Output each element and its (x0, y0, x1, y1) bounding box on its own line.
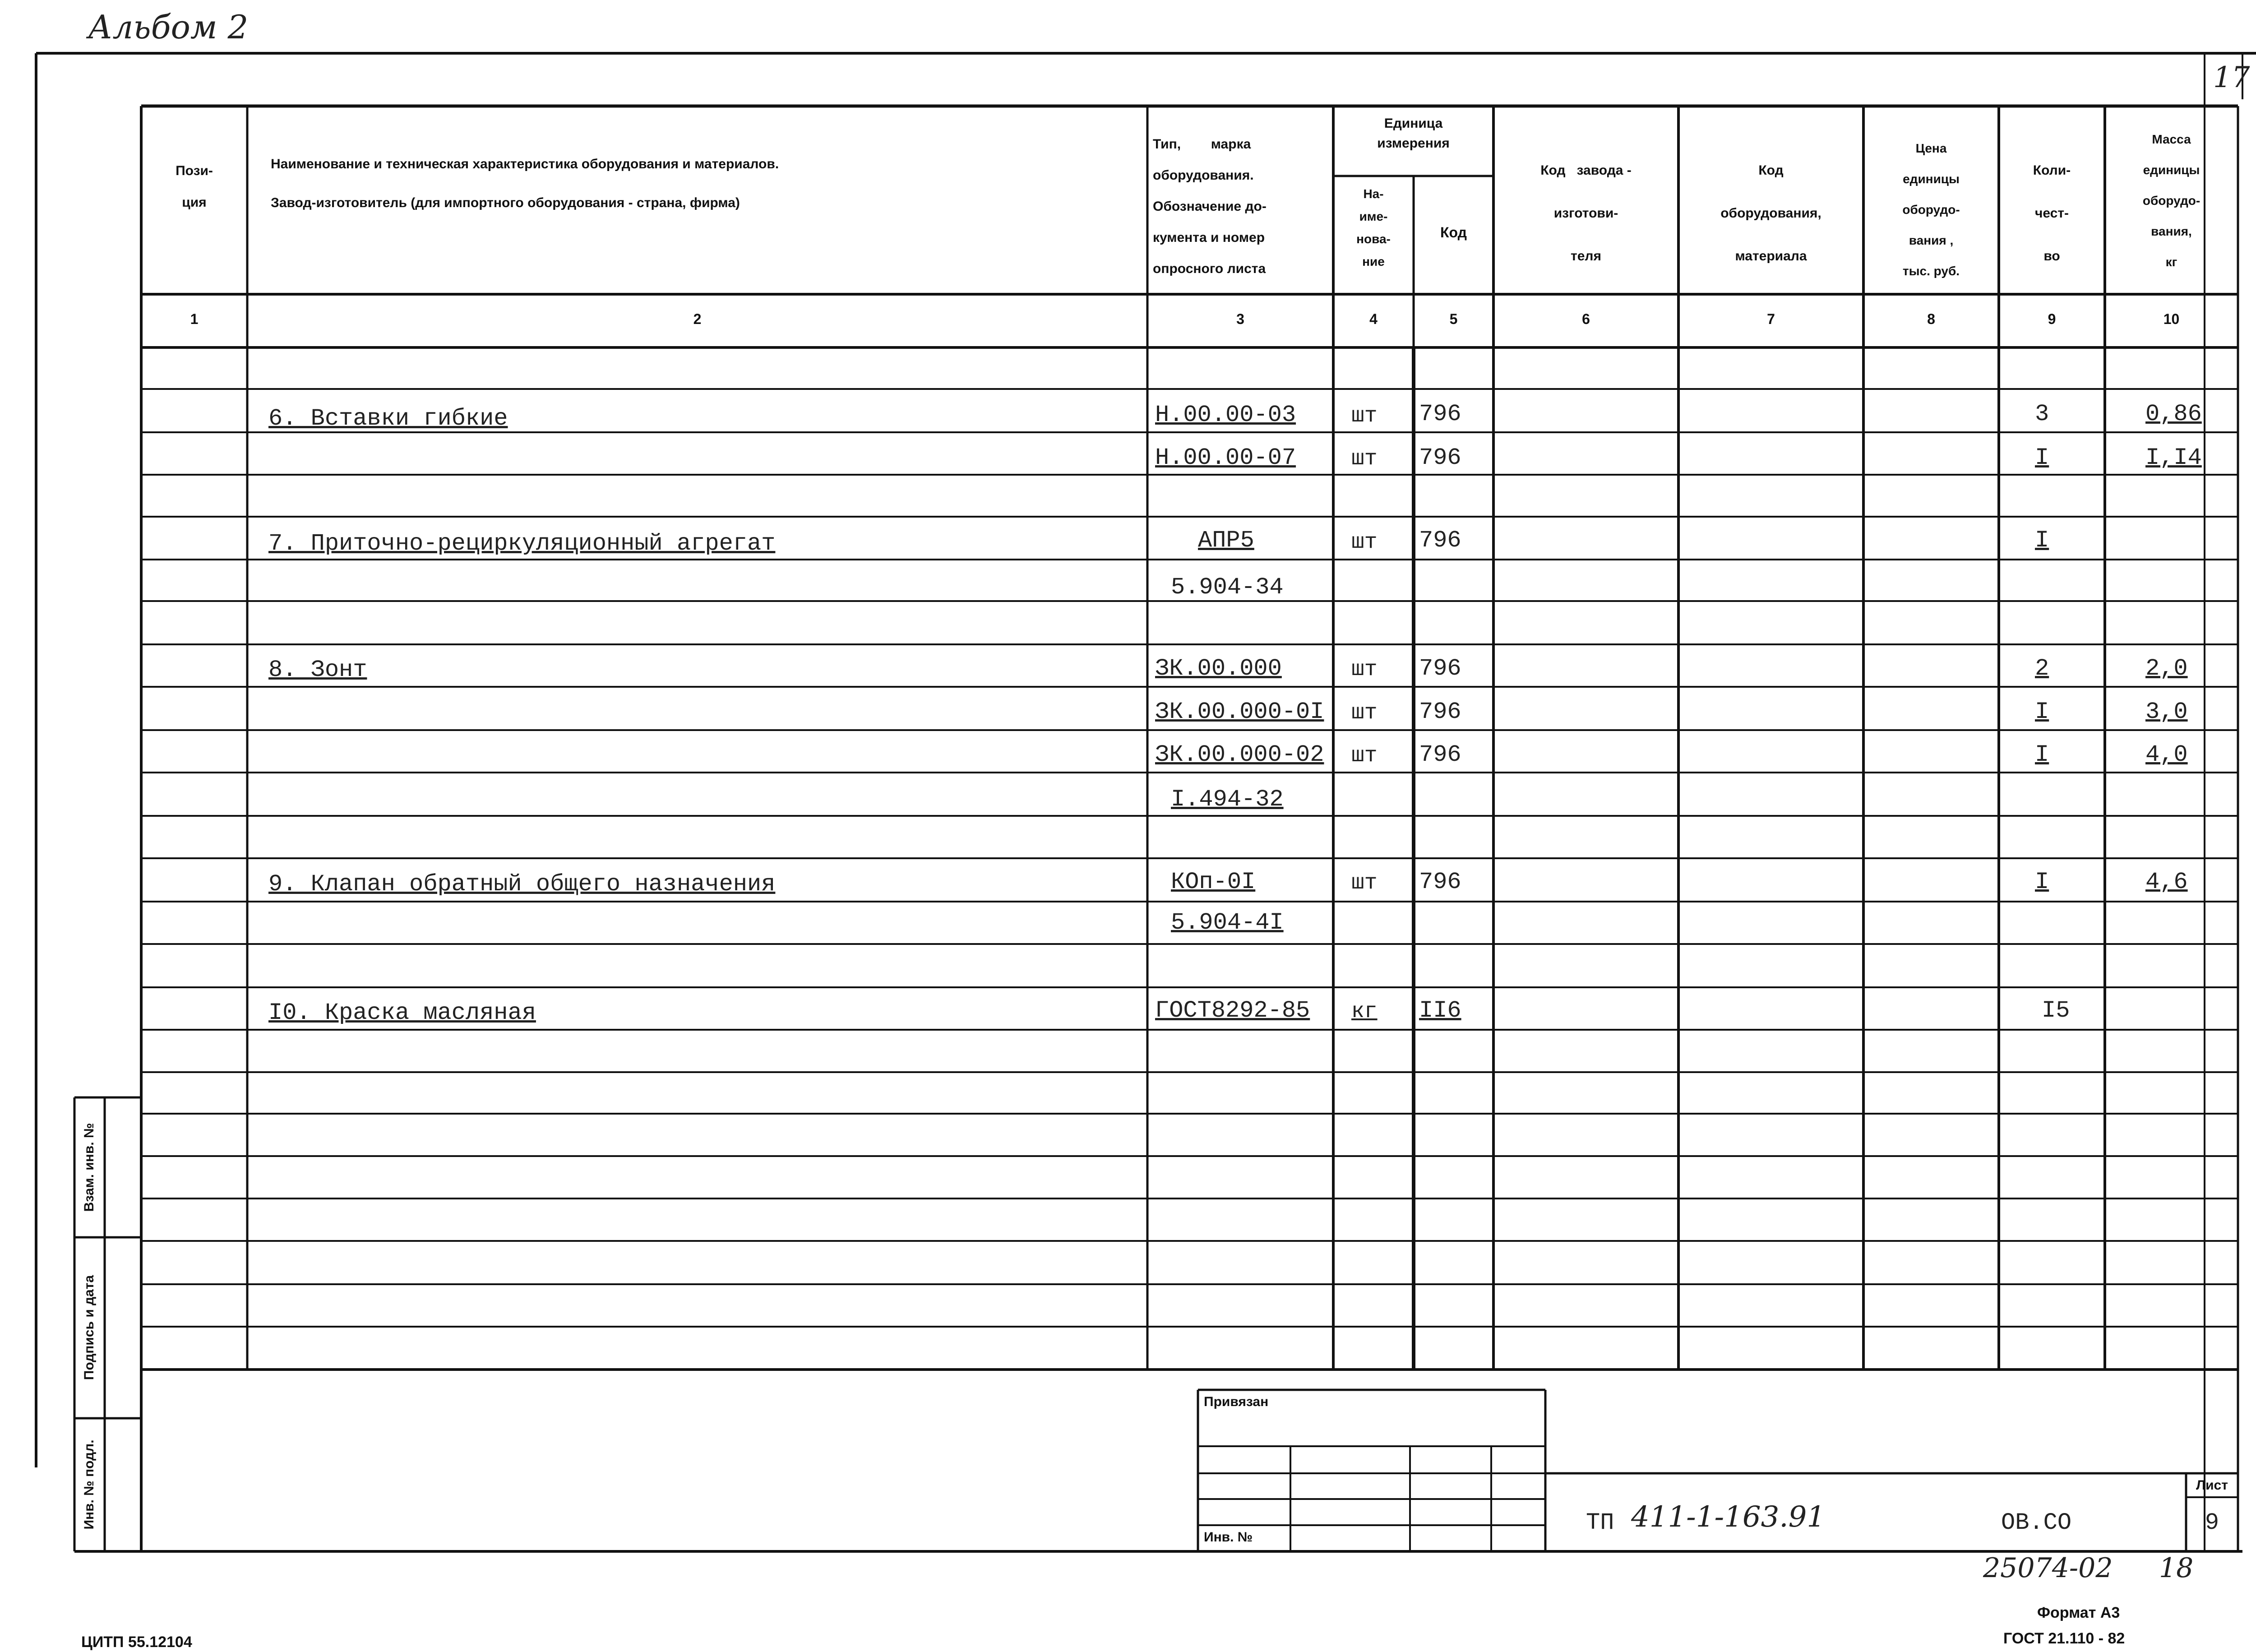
col-number: 8 (1927, 311, 1935, 327)
row-qty: 3 (2035, 401, 2049, 427)
col-number: 5 (1449, 311, 1458, 327)
bottom-hand-page: 18 (2159, 1552, 2194, 1584)
header-line: Тип, марка (1153, 137, 1251, 152)
header-line: Коли- (2033, 163, 2071, 178)
header-line: Завод-изготовитель (для импортного оборудования - страна, фирма) (271, 195, 740, 210)
row-mass: 4,0 (2145, 741, 2188, 768)
header-price (1863, 133, 1999, 287)
col-number: 9 (2048, 311, 2056, 327)
header-line: ция (182, 195, 207, 210)
bottom-gost: ГОСТ 21.110 - 82 (2003, 1630, 2125, 1647)
row-qty: I (2035, 444, 2049, 471)
stamp-privyazan: Привязан (1204, 1394, 1269, 1409)
bottom-hand-number: 25074-02 (1983, 1552, 2113, 1584)
page-number-handwritten: 17 (2213, 61, 2250, 94)
header-line: Наименование и техническая характеристика оборудования и материалов. (271, 157, 779, 171)
bottom-format: Формат А3 (2037, 1604, 2120, 1621)
header-line: име- (1359, 209, 1388, 223)
row-type: 5.904-34 (1171, 574, 1284, 601)
header-line: нова- (1356, 232, 1391, 246)
row-code: II6 (1419, 997, 1461, 1024)
row-type: ЗК.00.000 (1155, 655, 1282, 682)
header-line: Код завода - (1540, 163, 1632, 178)
col-number: 1 (190, 311, 199, 327)
row-unit: шт (1351, 447, 1378, 471)
header-line: Единица (1384, 116, 1443, 131)
row-name: 8. Зонт (268, 657, 367, 683)
header-factory-code (1493, 149, 1678, 278)
col-number: 10 (2163, 311, 2180, 327)
row-unit: кг (1351, 1000, 1378, 1024)
row-qty: I (2035, 741, 2049, 768)
header-line: Код (1440, 224, 1467, 241)
header-unit-group (1333, 114, 1493, 153)
header-name (271, 153, 1128, 214)
header-line: оборудования, (1720, 206, 1821, 221)
row-type: КОп-0I (1171, 869, 1256, 895)
row-qty: I (2035, 699, 2049, 725)
row-unit: шт (1351, 404, 1378, 428)
header-line: ние (1362, 255, 1385, 268)
row-code: 796 (1419, 869, 1461, 895)
header-unit-name (1333, 183, 1414, 273)
col-number: 3 (1236, 311, 1244, 327)
row-code: 796 (1419, 527, 1461, 554)
header-position (143, 160, 245, 213)
header-unit-code (1414, 221, 1493, 244)
row-code: 796 (1419, 444, 1461, 471)
header-line: Пози- (176, 163, 213, 178)
header-line: во (2043, 249, 2060, 264)
row-qty: I5 (2042, 997, 2070, 1024)
side-stamp-podpis: Подпись и дата (82, 1275, 97, 1380)
col-number: 7 (1767, 311, 1775, 327)
stamp-doc-prefix: ТП (1586, 1509, 1614, 1536)
side-stamp-inv: Инв. № подл. (82, 1439, 97, 1530)
row-code: 796 (1419, 699, 1461, 725)
row-qty: 2 (2035, 655, 2049, 682)
row-mass: 0,86 (2145, 401, 2202, 427)
header-line: оборудо- (1902, 203, 1960, 217)
row-qty: I (2035, 869, 2049, 895)
row-type: Н.00.00-03 (1155, 402, 1296, 428)
row-type: ЗК.00.000-02 (1155, 741, 1324, 768)
header-quantity (1999, 149, 2105, 278)
row-mass: I,I4 (2145, 444, 2202, 471)
row-unit: шт (1351, 701, 1378, 725)
row-type: ЗК.00.000-0I (1155, 699, 1324, 725)
side-stamp-vzam: Взам. инв. № (82, 1123, 97, 1212)
row-code: 796 (1419, 655, 1461, 682)
row-mass: 3,0 (2145, 699, 2188, 725)
row-mass: 4,6 (2145, 869, 2188, 895)
row-unit: шт (1351, 530, 1378, 555)
row-unit: шт (1351, 657, 1378, 682)
header-mass (2105, 124, 2238, 278)
header-line: Масса (2152, 132, 2191, 146)
header-line: теля (1571, 249, 1601, 264)
row-type: ГОСТ8292-85 (1155, 997, 1310, 1024)
stamp-mark: ОВ.СО (2001, 1509, 2072, 1536)
col-number: 2 (693, 311, 702, 327)
header-line: опросного листа (1153, 261, 1266, 276)
album-note: Альбом 2 (88, 8, 249, 46)
header-line: кумента и номер (1153, 230, 1265, 245)
header-line: тыс. руб. (1902, 264, 1960, 278)
header-equipment-code (1678, 149, 1863, 278)
header-line: единицы (2143, 163, 2200, 177)
header-type (1153, 129, 1333, 284)
row-unit: шт (1351, 744, 1378, 768)
header-line: оборудования. (1153, 168, 1254, 183)
stamp-sheet-number: 9 (2205, 1509, 2219, 1536)
row-name: 6. Вставки гибкие (268, 405, 508, 432)
header-line: Цена (1915, 141, 1947, 155)
header-line: чест- (2034, 206, 2069, 221)
header-line: единицы (1903, 172, 1960, 186)
header-line: Обозначение до- (1153, 199, 1267, 214)
header-line: кг (2165, 255, 2177, 269)
header-line: вания , (1909, 233, 1954, 247)
stamp-inv-no: Инв. № (1204, 1530, 1253, 1545)
stamp-sheet-label: Лист (2196, 1478, 2228, 1493)
row-name: 7. Приточно-рециркуляционный агрегат (268, 530, 776, 557)
header-line: оборудо- (2142, 194, 2201, 208)
row-unit: шт (1351, 871, 1378, 895)
row-name: I0. Краска масляная (268, 1000, 536, 1026)
row-code: 796 (1419, 401, 1461, 427)
row-mass: 2,0 (2145, 655, 2188, 682)
header-line: вания, (2151, 224, 2192, 238)
row-type: 5.904-4I (1171, 909, 1284, 936)
row-qty: I (2035, 527, 2049, 554)
row-name: 9. Клапан обратный общего назначения (268, 871, 776, 898)
row-type: Н.00.00-07 (1155, 444, 1296, 471)
bottom-citp: ЦИТП 55.12104 (81, 1633, 192, 1651)
header-line: На- (1363, 187, 1384, 201)
col-number: 4 (1369, 311, 1378, 327)
header-line: материала (1735, 249, 1807, 264)
stamp-doc-code: 411-1-163.91 (1631, 1500, 1826, 1534)
row-type: АПР5 (1198, 527, 1254, 554)
row-type: I.494-32 (1171, 786, 1284, 813)
col-number: 6 (1582, 311, 1590, 327)
header-line: Код (1758, 163, 1784, 178)
header-line: измерения (1377, 136, 1450, 151)
header-line: изготови- (1553, 206, 1618, 221)
row-code: 796 (1419, 741, 1461, 768)
